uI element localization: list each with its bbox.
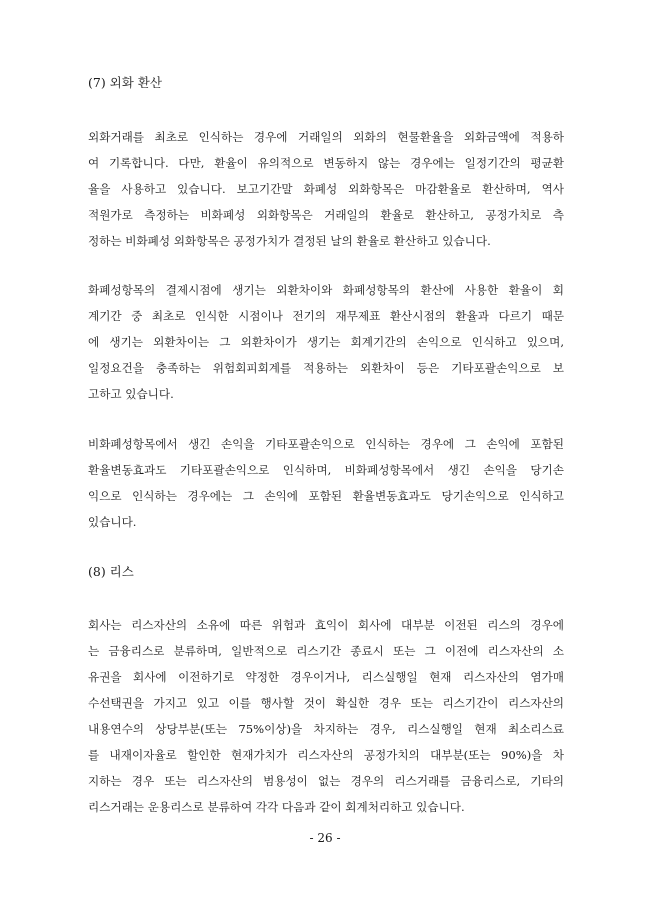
text-line: 고하고 있습니다.	[88, 387, 174, 401]
section-heading-foreign-currency: (7) 외화 환산	[88, 75, 162, 90]
text-line: 비화폐성항목에서 생긴 손익을 기타포괄손익으로 인식하는 경우에 그 손익에 포함된	[88, 437, 564, 451]
text-line: 익으로 인식하는 경우에는 그 손익에 포함된 환율변동효과도 당기손익으로 인식하고	[88, 489, 564, 503]
text-line: 율을 사용하고 있습니다. 보고기간말 화폐성 외화항목은 마감환율로 환산하며, 역사	[88, 182, 564, 196]
text-line: 적원가로 측정하는 비화폐성 외화항목은 거래일의 환율로 환산하고, 공정가치로 측	[88, 208, 564, 222]
text-line: 환율변동효과도 기타포괄손익으로 인식하며, 비화폐성항목에서 생긴 손익을 당기손	[88, 463, 564, 477]
text-line: 정하는 비화폐성 외화항목은 공정가치가 결정된 날의 환율로 환산하고 있습니다.	[88, 234, 491, 248]
text-line: 계기간 중 최초로 인식한 시점이나 전기의 재무제표 환산시점의 환율과 다르기 때문	[88, 309, 564, 323]
section-heading-leases: (8) 리스	[88, 564, 134, 579]
page-number: - 26 -	[309, 831, 341, 845]
text-line: 를 내재이자율로 할인한 현재가치가 리스자산의 공정가치의 대부분(또는 90%)을 차	[88, 748, 564, 762]
text-line: 내용연수의 상당부분(또는 75%이상)을 차지하는 경우, 리스실행일 현재 최소리스료	[88, 722, 564, 736]
text-line: 지하는 경우 또는 리스자산의 범용성이 없는 경우의 리스거래를 금융리스로, 기타의	[88, 774, 564, 788]
paragraph-exchange-differences	[88, 277, 564, 407]
paragraph-lease-classification	[88, 612, 564, 820]
text-line: 리스거래는 운용리스로 분류하여 각각 다음과 같이 회계처리하고 있습니다.	[88, 800, 465, 814]
text-line: 화폐성항목의 결제시점에 생기는 외환차이와 화폐성항목의 환산에 사용한 환율이 회	[88, 283, 564, 297]
text-line: 수선택권을 가지고 있고 이를 행사할 것이 확실한 경우 또는 리스기간이 리스자산의	[88, 696, 564, 710]
text-line: 외화거래를 최초로 인식하는 경우에 거래일의 외화의 현물환율을 외화금액에 적용하	[88, 130, 564, 144]
text-line: 있습니다.	[88, 515, 137, 529]
paragraph-non-monetary-items	[88, 431, 564, 535]
text-line: 여 기록합니다. 다만, 환율이 유의적으로 변동하지 않는 경우에는 일정기간의 평균환	[88, 156, 564, 170]
document-page	[88, 70, 564, 820]
text-line: 유권을 회사에 이전하기로 약정한 경우이거나, 리스실행일 현재 리스자산의 염가매	[88, 670, 564, 684]
text-line: 에 생기는 외환차이는 그 외환차이가 생기는 회계기간의 손익으로 인식하고 있으며,	[88, 335, 564, 349]
text-line: 는 금융리스로 분류하며, 일반적으로 리스기간 종료시 또는 그 이전에 리스자산의 소	[88, 644, 564, 658]
text-line: 회사는 리스자산의 소유에 따른 위험과 효익이 회사에 대부분 이전된 리스의 경우에	[88, 618, 564, 632]
paragraph-foreign-currency-recognition	[88, 124, 564, 254]
text-line: 일정요건을 충족하는 위험회피회계를 적용하는 외환차이 등은 기타포괄손익으로 보	[88, 361, 564, 375]
